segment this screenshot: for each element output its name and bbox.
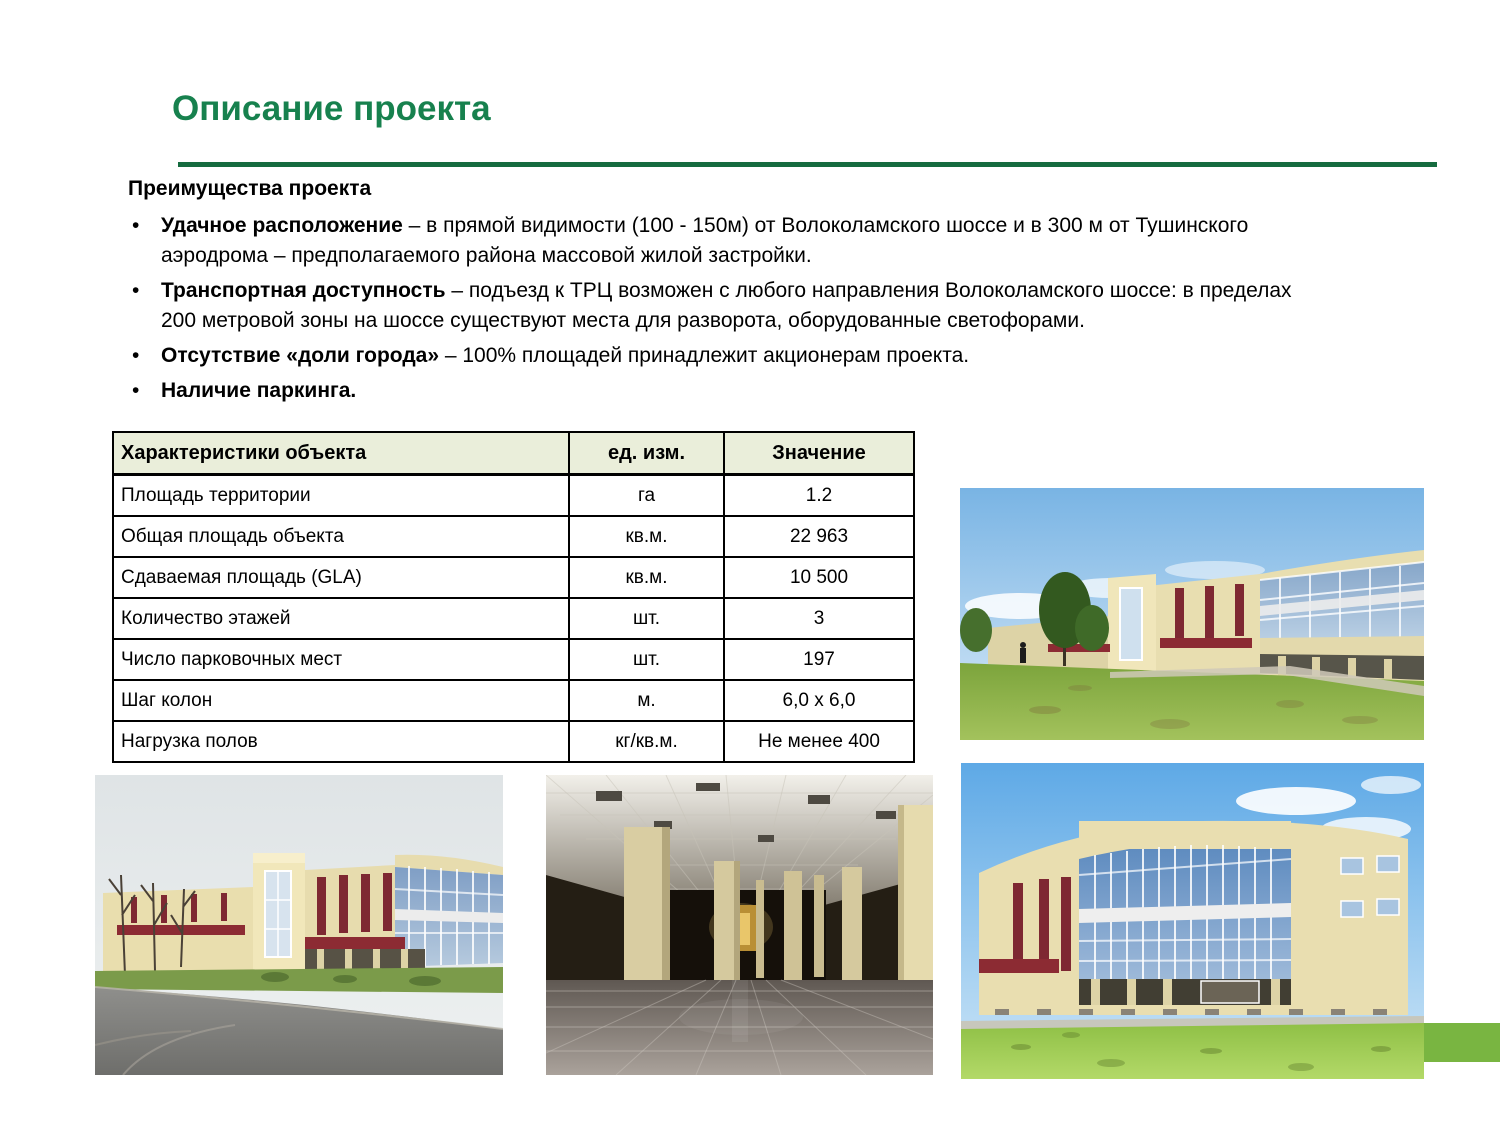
cell-unit: шт. bbox=[569, 639, 724, 680]
building-angled-illustration bbox=[960, 488, 1424, 740]
cell-value: 1.2 bbox=[724, 475, 914, 517]
cell-value: 197 bbox=[724, 639, 914, 680]
cell-unit: м. bbox=[569, 680, 724, 721]
list-item bbox=[128, 276, 1313, 336]
cell-value: 22 963 bbox=[724, 516, 914, 557]
cell-value: 3 bbox=[724, 598, 914, 639]
cell-characteristic: Сдаваемая площадь (GLA) bbox=[113, 557, 569, 598]
col-header-characteristics: Характеристики объекта bbox=[113, 432, 569, 475]
person bbox=[1020, 642, 1026, 663]
cell-characteristic: Количество этажей bbox=[113, 598, 569, 639]
building bbox=[979, 821, 1408, 1015]
photo-building-road-view bbox=[95, 775, 503, 1075]
cell-unit: кг/кв.м. bbox=[569, 721, 724, 762]
green-accent-bar bbox=[1424, 1023, 1500, 1062]
table-row bbox=[113, 598, 914, 639]
cell-value: 10 500 bbox=[724, 557, 914, 598]
photo-building-front-view bbox=[961, 763, 1424, 1079]
cell-unit: кв.м. bbox=[569, 516, 724, 557]
grass bbox=[961, 1016, 1424, 1079]
section-heading: Преимущества проекта bbox=[128, 177, 372, 200]
cell-unit: га bbox=[569, 475, 724, 517]
advantages-list bbox=[128, 211, 1313, 406]
table-row bbox=[113, 475, 914, 517]
bullet-bold-text: Транспортная доступность bbox=[161, 279, 446, 302]
cell-characteristic: Площадь территории bbox=[113, 475, 569, 517]
cell-value: 6,0 x 6,0 bbox=[724, 680, 914, 721]
list-item bbox=[128, 211, 1313, 271]
cell-unit: кв.м. bbox=[569, 557, 724, 598]
list-item bbox=[128, 341, 1313, 371]
building-road-illustration bbox=[95, 775, 503, 1075]
bullet-bold-text: Удачное расположение bbox=[161, 214, 403, 237]
col-header-unit: ед. изм. bbox=[569, 432, 724, 475]
interior-illustration bbox=[546, 775, 933, 1075]
photo-building-angled-view bbox=[960, 488, 1424, 740]
page-title: Описание проекта bbox=[172, 89, 491, 128]
table-row bbox=[113, 721, 914, 762]
title-underline bbox=[178, 162, 1437, 167]
bullet-text: – подъезд к ТРЦ возможен с любого направления Волоколамского шоссе: в пределах 200 метровой зоны на шоссе существуют места для разворота, оборудованные светофорами. bbox=[161, 279, 1292, 332]
photo-interior-view bbox=[546, 775, 933, 1075]
cell-characteristic: Общая площадь объекта bbox=[113, 516, 569, 557]
characteristics-table bbox=[112, 431, 915, 763]
cell-unit: шт. bbox=[569, 598, 724, 639]
bullet-text: – в прямой видимости (100 - 150м) от Волоколамского шоссе и в 300 м от Тушинского аэродрома – предполагаемого района массовой жилой застройки. bbox=[161, 214, 1249, 267]
bullet-text: – 100% площадей принадлежит акционерам проекта. bbox=[439, 344, 970, 367]
bullet-bold-text: Отсутствие «доли города» bbox=[161, 344, 440, 367]
col-header-value: Значение bbox=[724, 432, 914, 475]
list-item bbox=[128, 376, 1313, 406]
table-header-row bbox=[113, 432, 914, 475]
cell-characteristic: Шаг колон bbox=[113, 680, 569, 721]
grass-strip bbox=[95, 967, 503, 993]
building-front-illustration bbox=[961, 763, 1424, 1079]
table-row bbox=[113, 516, 914, 557]
advantages-section bbox=[128, 174, 1313, 411]
table-row bbox=[113, 639, 914, 680]
bullet-bold-text: Наличие паркинга. bbox=[161, 379, 357, 402]
cell-characteristic: Нагрузка полов bbox=[113, 721, 569, 762]
cell-characteristic: Число парковочных мест bbox=[113, 639, 569, 680]
table-row bbox=[113, 557, 914, 598]
table-row bbox=[113, 680, 914, 721]
cell-value: Не менее 400 bbox=[724, 721, 914, 762]
floor bbox=[546, 980, 933, 1075]
